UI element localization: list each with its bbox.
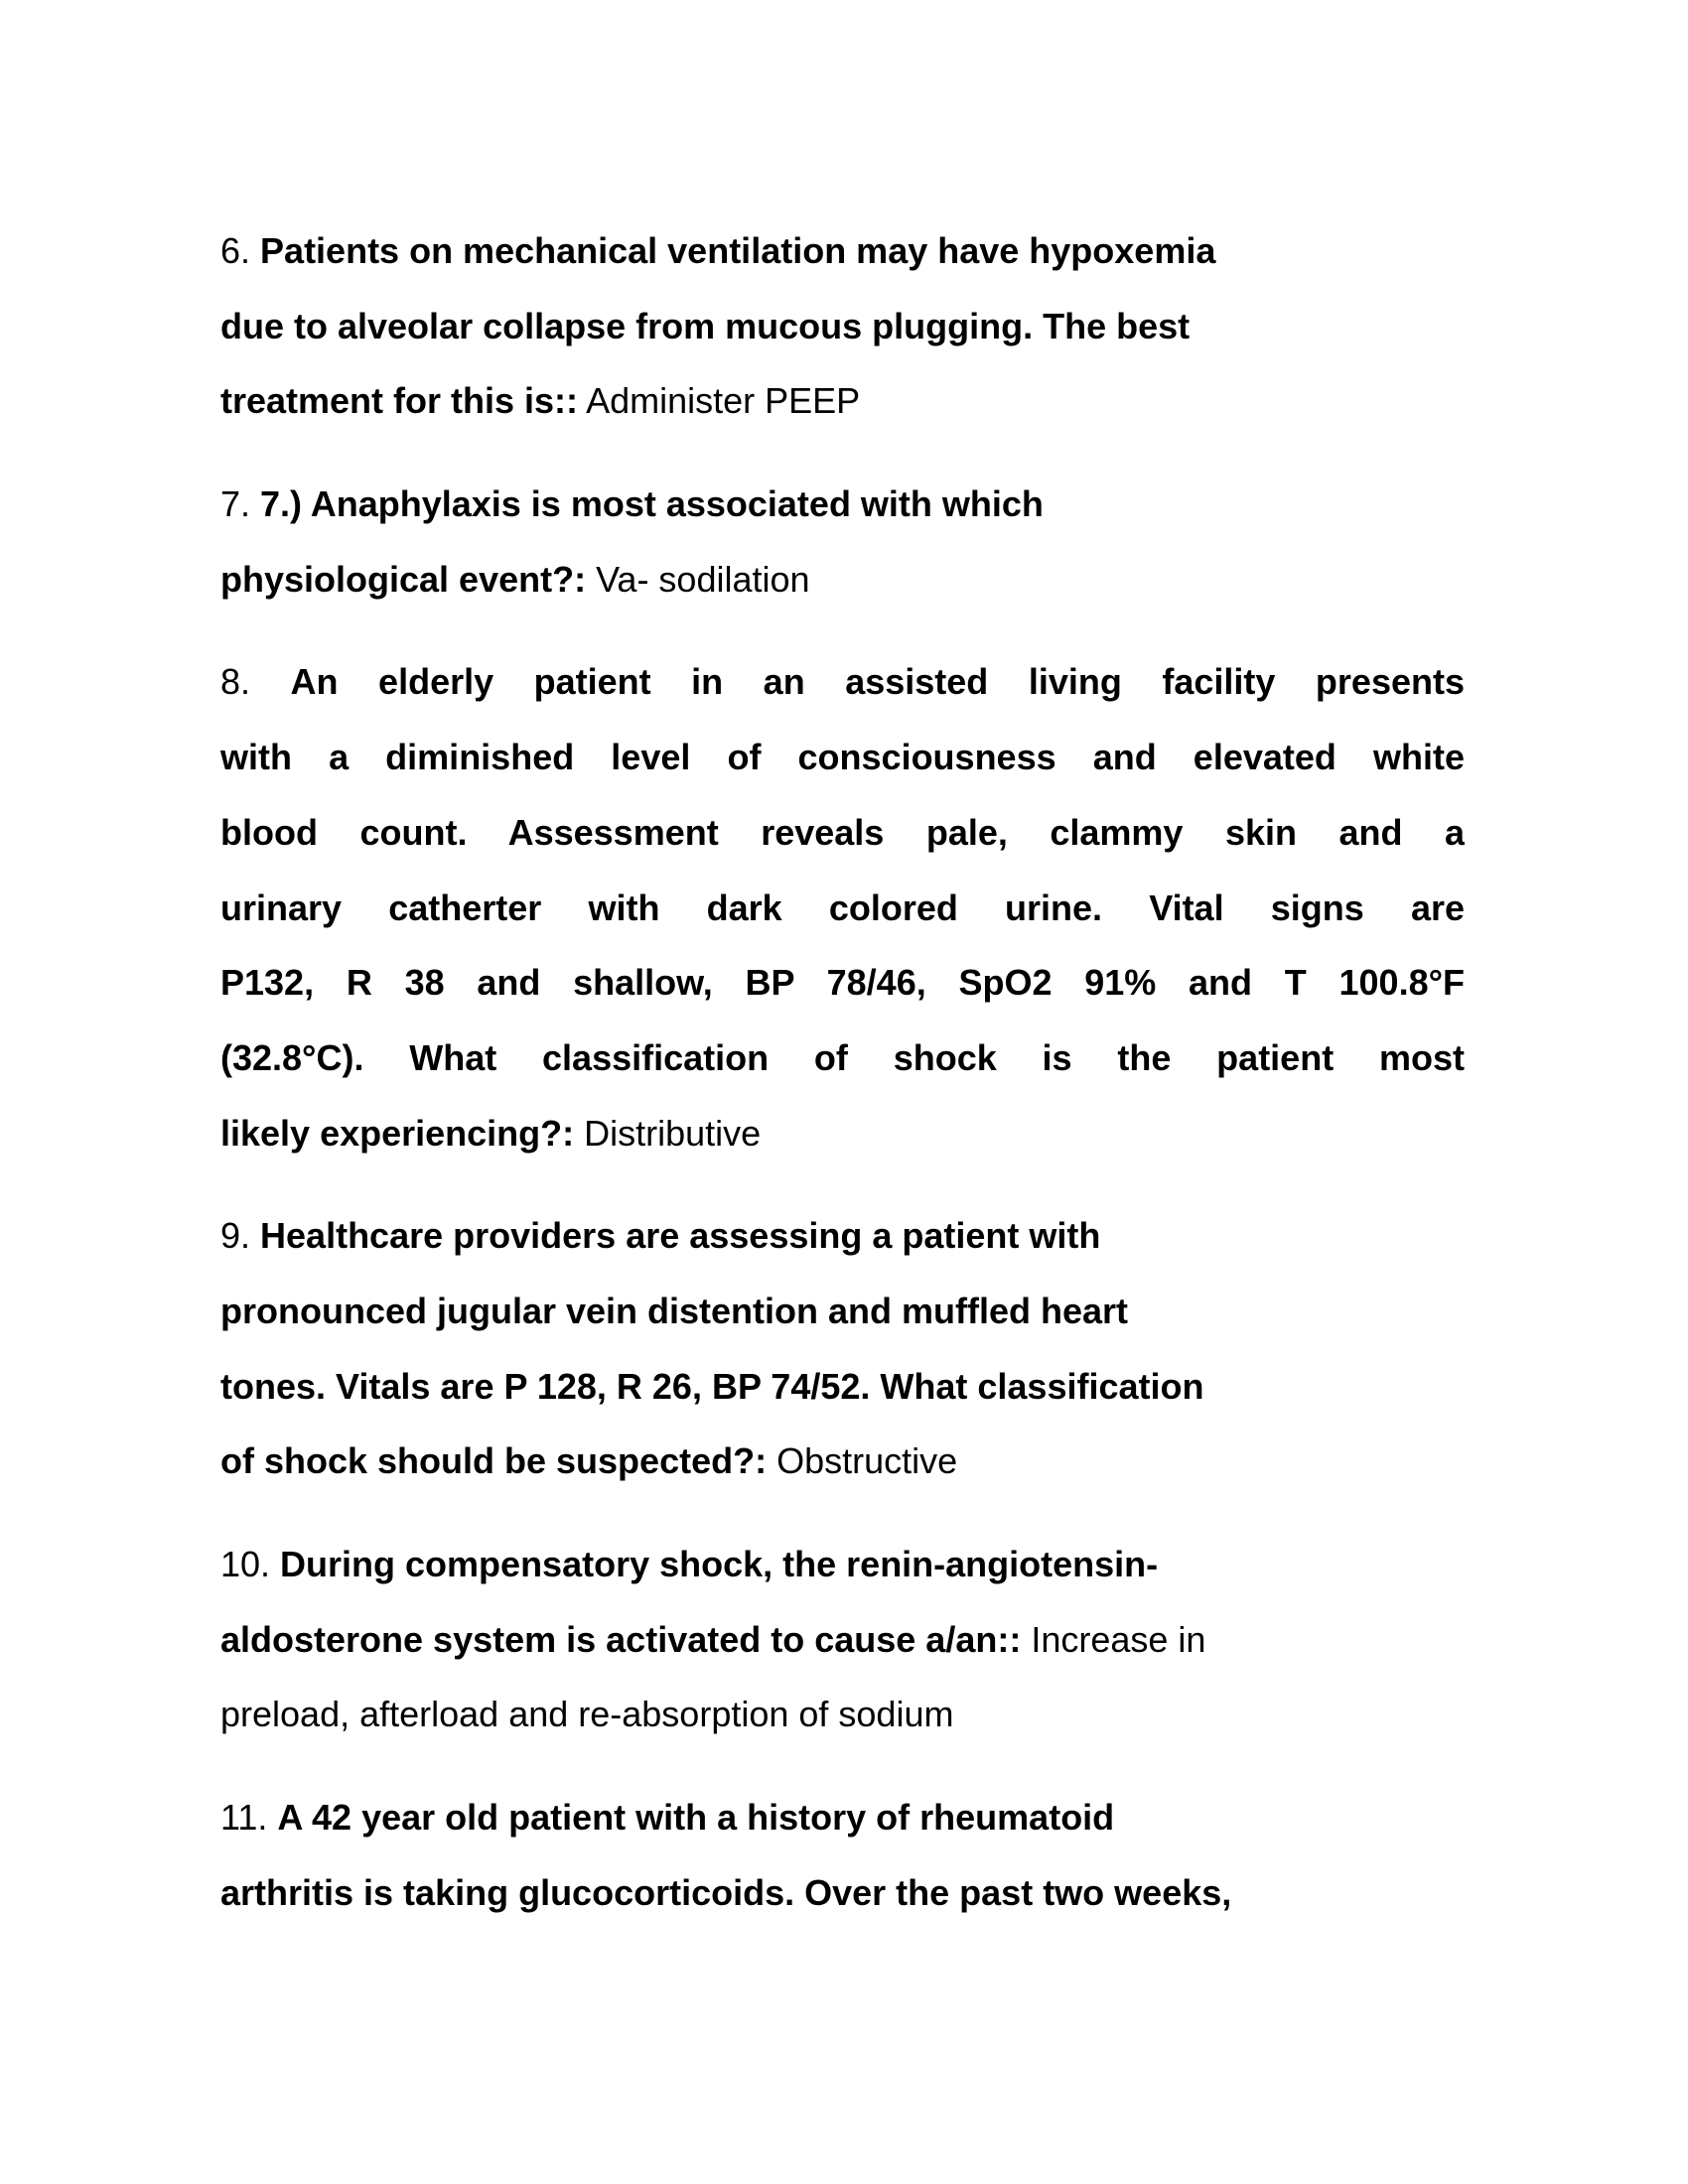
question-text: Healthcare providers are assessing a patient with [260, 1215, 1101, 1257]
text-line [220, 1527, 1465, 1602]
question-item [220, 1780, 1465, 1930]
question-item [220, 467, 1465, 616]
text-line [220, 363, 1465, 439]
answer-text: 6. [220, 230, 261, 271]
text-line [220, 945, 1465, 1021]
text-line [220, 871, 1465, 946]
question-text: with a diminished level of consciousness and elevated white [220, 737, 1465, 778]
question-text: aldosterone system is activated to cause a/an:: [220, 1618, 1022, 1660]
question-text: Patients on mechanical ventilation may have hypoxemia [260, 230, 1216, 271]
text-line [220, 644, 1465, 720]
question-text: urinary catherter with dark colored urine. Vital signs are [220, 887, 1465, 928]
text-line [220, 1424, 1465, 1499]
answer-text: Administer PEEP [578, 380, 861, 422]
answer-text: Increase in [1021, 1618, 1206, 1660]
text-line [220, 1677, 1465, 1752]
document-page [220, 213, 1465, 1958]
question-text: arthritis is taking glucocorticoids. Over the past two weeks, [220, 1871, 1232, 1913]
text-line [220, 1602, 1465, 1678]
text-line [220, 1855, 1465, 1931]
answer-text: 11. [220, 1797, 278, 1839]
answer-text: preload, afterload and re-absorption of sodium [220, 1694, 954, 1735]
answer-text: 7. [220, 483, 261, 525]
question-text: During compensatory shock, the renin-angiotensin- [280, 1544, 1159, 1584]
text-line [220, 1780, 1465, 1855]
question-text: 7.) Anaphylaxis is most associated with which [260, 483, 1044, 525]
text-line [220, 1274, 1465, 1349]
text-line [220, 795, 1465, 871]
question-text: An elderly patient in an assisted living facility presents [290, 661, 1465, 703]
question-text: blood count. Assessment reveals pale, clammy skin and a [220, 811, 1465, 853]
answer-text: 8. [220, 661, 291, 703]
answer-text: Va- sodilation [586, 558, 810, 600]
answer-text: 10. [220, 1544, 281, 1584]
answer-text: Distributive [574, 1112, 762, 1154]
text-line [220, 1021, 1465, 1096]
question-text: pronounced jugular vein distention and muffled heart [220, 1290, 1129, 1331]
question-item [220, 1527, 1465, 1752]
question-text: (32.8°C). What classification of shock is the patient most [220, 1036, 1465, 1078]
question-text: treatment for this is:: [220, 380, 579, 422]
text-line [220, 213, 1465, 289]
text-line [220, 467, 1465, 542]
text-line [220, 289, 1465, 364]
question-item [220, 644, 1465, 1170]
question-text: tones. Vitals are P 128, R 26, BP 74/52. What classification [220, 1365, 1204, 1407]
question-text: A 42 year old patient with a history of rheumatoid [277, 1797, 1115, 1839]
question-item [220, 213, 1465, 439]
text-line [220, 542, 1465, 617]
answer-text: 9. [220, 1215, 261, 1257]
text-line [220, 1096, 1465, 1171]
question-text: of shock should be suspected?: [220, 1440, 768, 1482]
text-line [220, 1349, 1465, 1425]
answer-text: Obstructive [767, 1440, 958, 1482]
question-item [220, 1198, 1465, 1499]
question-text: physiological event?: [220, 558, 587, 600]
question-text: due to alveolar collapse from mucous plugging. The best [220, 305, 1191, 346]
question-text: likely experiencing?: [220, 1112, 575, 1154]
question-text: P132, R 38 and shallow, BP 78/46, SpO2 91% and T 100.8°F [220, 962, 1465, 1004]
text-line [220, 720, 1465, 795]
text-line [220, 1198, 1465, 1274]
